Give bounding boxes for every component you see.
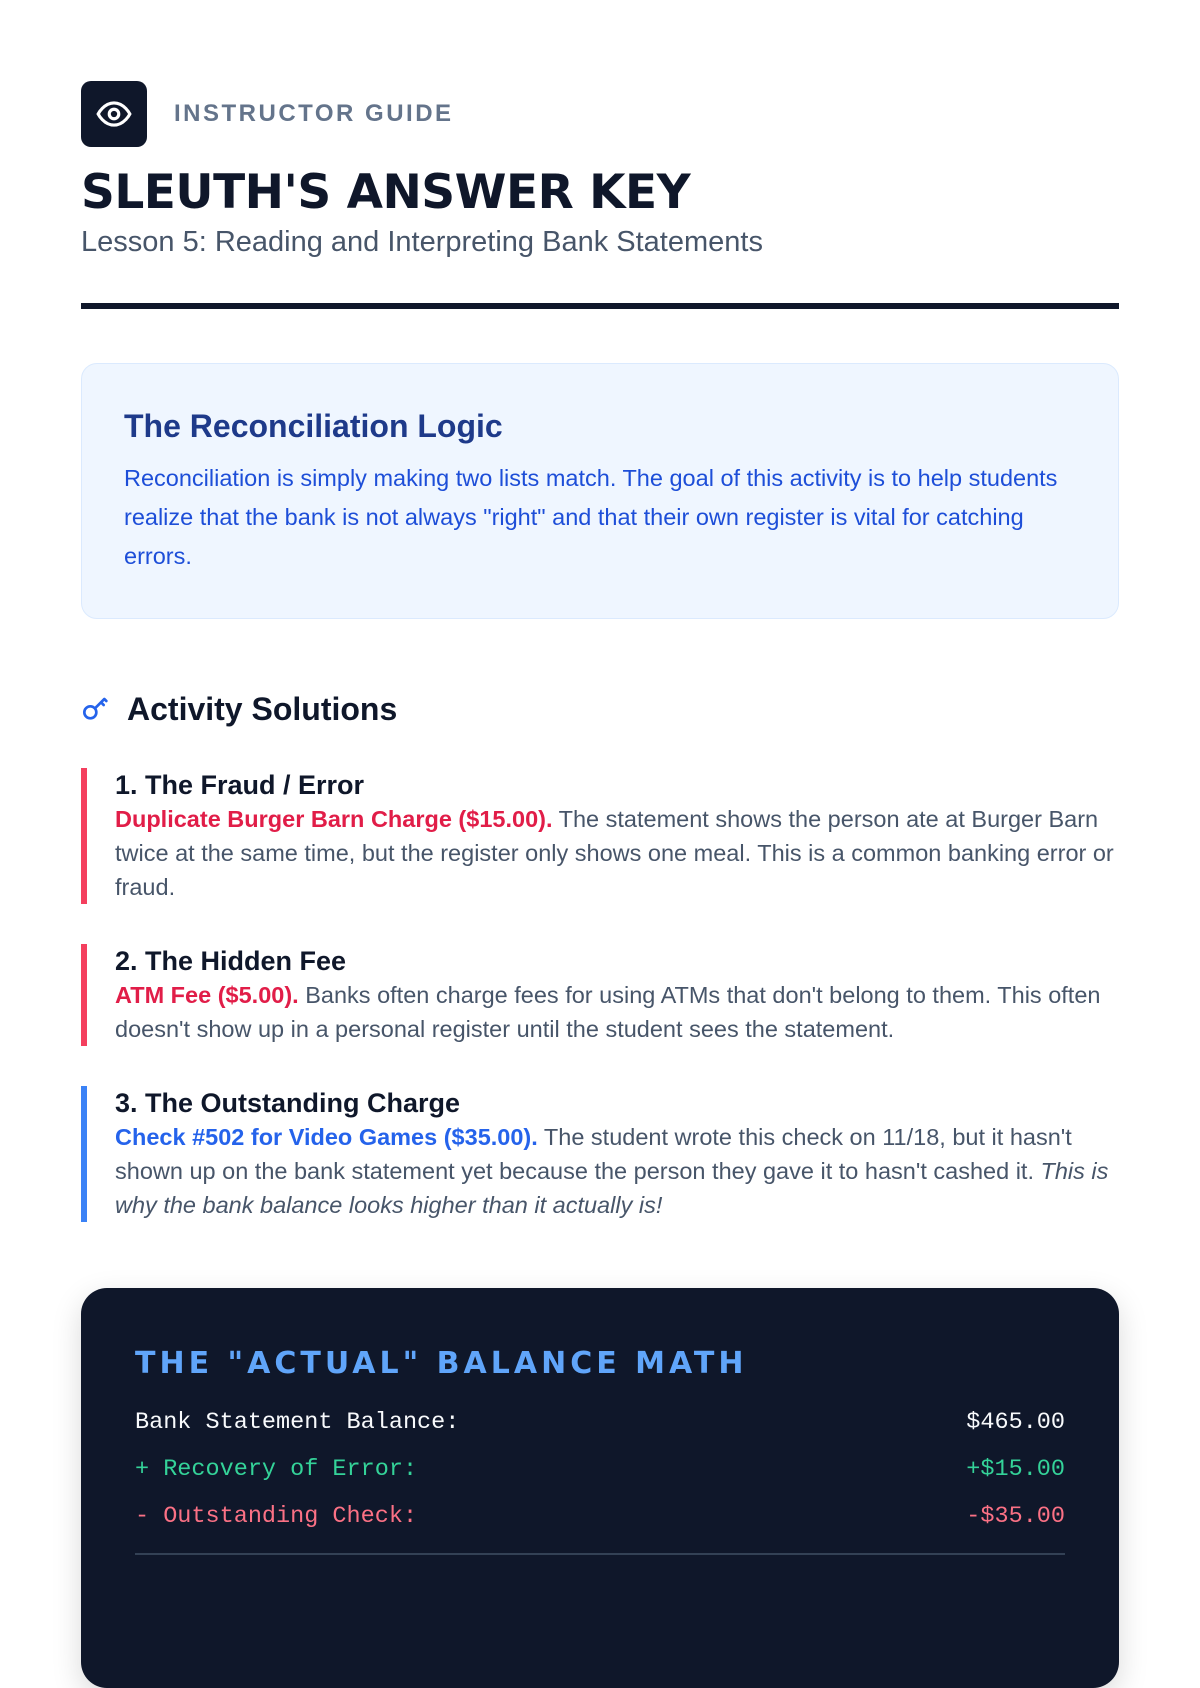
solution-highlight: ATM Fee ($5.00).	[115, 982, 299, 1008]
solution-item	[81, 768, 1119, 904]
solution-highlight: Duplicate Burger Barn Charge ($15.00).	[115, 806, 553, 832]
solution-text: The student wrote this check on 11/18, but it hasn't shown up on the bank statement yet because the person they gave it to hasn't cashed it.	[115, 1124, 1072, 1184]
logic-body: Reconciliation is simply making two lists match. The goal of this activity is to help students realize that the bank is not always "right" and that their own register is vital for catching errors.	[124, 465, 1058, 569]
solution-body	[115, 802, 1119, 904]
solution-body	[115, 978, 1119, 1046]
kicker: INSTRUCTOR GUIDE	[174, 100, 454, 127]
solutions-title: Activity Solutions	[127, 691, 398, 727]
solution-emphasis: This is why the bank balance looks higher than it actually is!	[115, 1158, 1109, 1218]
divider	[81, 303, 1119, 309]
math-label: - Outstanding Check:	[135, 1503, 418, 1530]
math-title: THE "ACTUAL" BALANCE MATH	[135, 1346, 748, 1381]
math-divider	[135, 1553, 1065, 1555]
solution-text: Banks often charge fees for using ATMs that don't belong to them. This often doesn't show up in a personal register until the student sees the statement.	[115, 982, 1101, 1042]
solution-title: 2. The Hidden Fee	[115, 946, 347, 976]
eye-icon	[81, 81, 147, 147]
math-row	[135, 1505, 1065, 1529]
solution-item	[81, 944, 1119, 1046]
math-row	[135, 1458, 1065, 1482]
solution-highlight: Check #502 for Video Games ($35.00).	[115, 1124, 538, 1150]
math-value: +$15.00	[966, 1456, 1065, 1483]
math-label: Bank Statement Balance:	[135, 1409, 460, 1436]
math-label: + Recovery of Error:	[135, 1456, 418, 1483]
header-top	[81, 81, 1119, 147]
solutions-list	[81, 768, 1119, 1222]
solution-title: 1. The Fraud / Error	[115, 770, 365, 800]
math-value: $465.00	[966, 1409, 1065, 1436]
math-value: -$35.00	[966, 1503, 1065, 1530]
page-subtitle: Lesson 5: Reading and Interpreting Bank Statements	[81, 226, 763, 258]
page-title: SLEUTH'S ANSWER KEY	[81, 165, 691, 220]
balance-math-card	[81, 1288, 1119, 1688]
solution-text: The statement shows the person ate at Burger Barn twice at the same time, but the register only shows one meal. This is a common banking error or fraud.	[115, 806, 1114, 900]
logic-callout	[81, 363, 1119, 619]
math-row	[135, 1411, 1065, 1435]
solutions-heading	[81, 691, 1119, 728]
key-icon	[81, 691, 113, 728]
solution-title: 3. The Outstanding Charge	[115, 1088, 461, 1118]
solution-item	[81, 1086, 1119, 1222]
solution-body	[115, 1120, 1119, 1222]
logic-title: The Reconciliation Logic	[124, 408, 503, 444]
